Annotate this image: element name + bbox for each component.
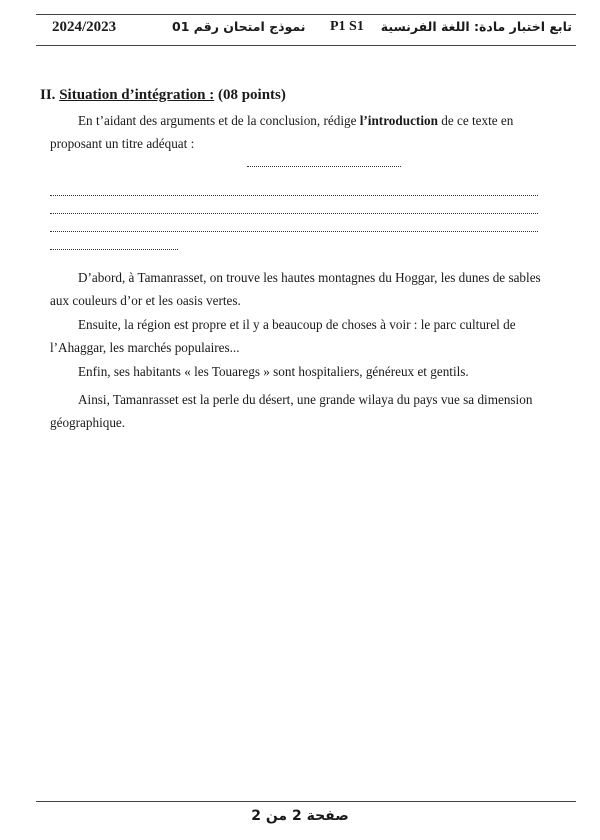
answer-line[interactable]	[50, 213, 538, 214]
header-subject: تابع اختبار مادة: اللغة الفرنسية	[380, 19, 572, 34]
text-paragraph-2-content: Ensuite, la région est propre et il y a beaucoup de choses à voir : le parc culturel de l’Ahaggar, les marchés populaires...	[50, 317, 516, 355]
section-points: (08 points)	[217, 87, 286, 103]
instruction-text-before: En t’aidant des arguments et de la conclusion, rédige	[78, 113, 360, 128]
text-paragraph-1	[50, 266, 550, 312]
header-model-number: نموذج امتحان رقم 01	[172, 19, 306, 34]
text-paragraph-4	[50, 388, 550, 434]
title-answer-line[interactable]	[247, 166, 401, 167]
header-top-rule	[36, 14, 576, 15]
exam-header	[44, 19, 572, 41]
text-paragraph-2	[50, 313, 550, 359]
text-paragraph-3-content: Enfin, ses habitants « les Touaregs » sont hospitaliers, généreux et gentils.	[78, 364, 469, 379]
footer-rule	[36, 801, 576, 802]
header-year: 2024/2023	[52, 19, 117, 35]
instruction-paragraph	[50, 109, 550, 155]
answer-line[interactable]	[50, 249, 178, 250]
text-paragraph-4-content: Ainsi, Tamanrasset est la perle du désert, une grande wilaya du pays vue sa dimension géographique.	[50, 392, 533, 430]
text-paragraph-3	[50, 360, 550, 383]
section-number: II.	[40, 87, 56, 103]
footer-page-text: صفحة 2 من 2	[251, 808, 349, 824]
instruction-text-after: de ce texte en proposant un titre adéquat :	[50, 113, 514, 151]
page-number	[0, 808, 600, 825]
instruction-bold: l’introduction	[359, 113, 438, 128]
answer-line[interactable]	[50, 231, 538, 232]
header-bottom-rule	[36, 45, 576, 46]
answer-line[interactable]	[50, 195, 538, 196]
section-title	[40, 87, 286, 104]
header-level: P1 S1	[330, 19, 364, 34]
section-heading: Situation d’intégration :	[59, 87, 215, 103]
text-paragraph-1-content: D’abord, à Tamanrasset, on trouve les hautes montagnes du Hoggar, les dunes de sables aux couleurs d’or et les oasis vertes.	[50, 270, 541, 308]
